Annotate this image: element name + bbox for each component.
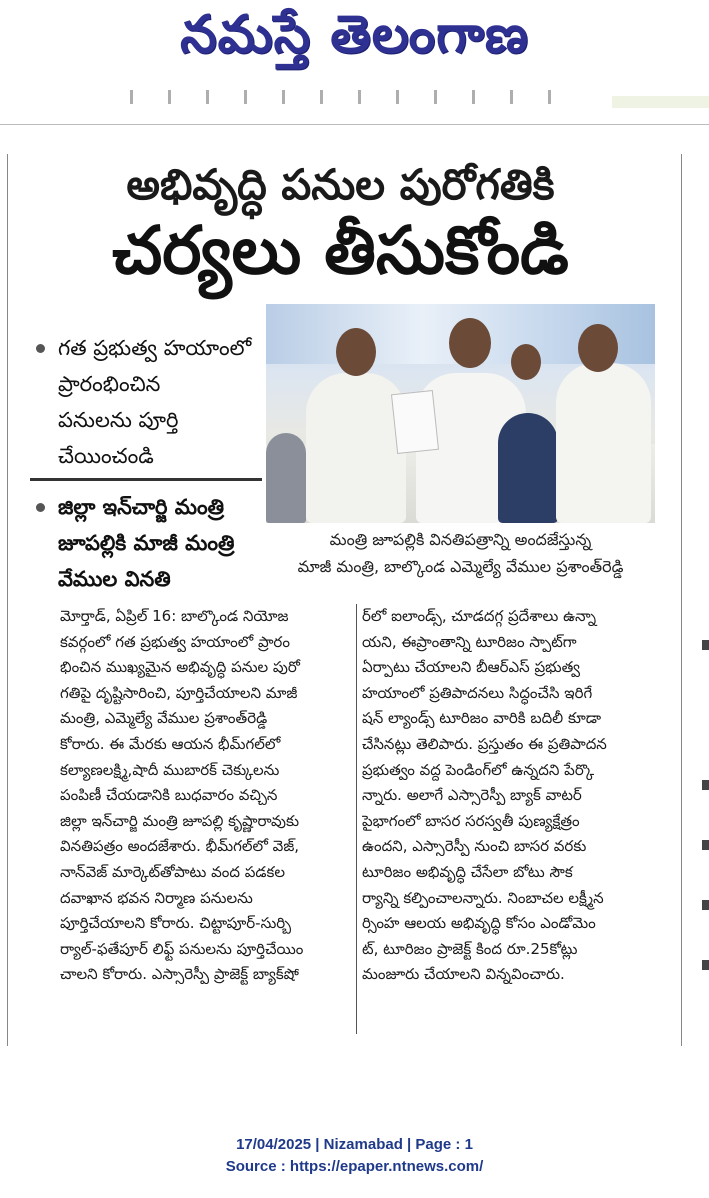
body-line: గతిపై దృష్టిసారించి, పూర్తిచేయాలని మాజీ <box>60 683 298 702</box>
body-line: భించిన ముఖ్యమైన అభివృద్ధి పనుల పురో <box>60 658 300 677</box>
epaper-footer <box>0 1134 709 1178</box>
adjacent-column-fragment <box>702 840 709 850</box>
photo-person <box>266 433 306 523</box>
body-line: ఏర్పాటు చేయాలని బీఆర్‌ఎస్‌ ప్రభుత్వ <box>362 658 581 677</box>
highlights-list <box>30 330 262 597</box>
highlight-line: జిల్లా ఇన్‌చార్జి మంత్రి <box>58 495 225 519</box>
article-kicker: అభివృద్ధి పనుల పురోగతికి <box>126 160 555 209</box>
body-line: హయాంలో ప్రతిపాదనలు సిద్ధంచేసి ఇరిగే <box>362 683 593 702</box>
body-line: యని, ఈప్రాంతాన్ని టూరిజం స్పాట్‌గా <box>362 632 577 651</box>
photo-person <box>556 363 651 523</box>
adjacent-column-fragment <box>702 780 709 790</box>
masthead-strip <box>130 90 560 104</box>
body-line: ర్సింహ ఆలయ అభివృద్ధి కోసం ఎండోమెం <box>362 914 596 933</box>
body-line: చాలని కోరారు. ఎస్సారెస్పీ ప్రాజెక్ట్‌ బ్యాక్‌షో <box>60 965 299 984</box>
masthead-accent-band <box>612 96 709 108</box>
photo-person-head <box>336 328 376 376</box>
body-line: మోర్తాడ్‌, ఏప్రిల్‌ 16: బాల్కొండ నియోజ <box>60 607 289 625</box>
body-line: కవర్గంలో గత ప్రభుత్వ హయాంలో ప్రారం <box>60 632 290 651</box>
body-line: ర్‌లో ఐలాండ్స్‌, చూడదగ్గ ప్రదేశాలు ఉన్నా <box>362 607 597 625</box>
clipping-border-right <box>681 154 682 1046</box>
article-headline: చర్యలు తీసుకోండి <box>112 212 569 289</box>
highlight-line: గత ప్రభుత్వ హయాంలో <box>58 336 252 360</box>
adjacent-column-fragment <box>702 900 709 910</box>
highlight-line: పనులను పూర్తి <box>58 408 179 432</box>
photo-person <box>498 413 558 523</box>
article-body-left-column <box>60 604 352 988</box>
masthead <box>0 0 709 80</box>
highlight-line: వేముల వినతి <box>58 567 171 591</box>
highlight-item <box>30 489 262 597</box>
news-photo <box>266 304 655 523</box>
highlight-line: ప్రారంభించిన <box>58 372 161 396</box>
photo-caption <box>266 526 655 584</box>
source-link[interactable]: Source : https://epaper.ntnews.com/ <box>225 1158 484 1175</box>
body-line: కల్యాణలక్ష్మి,షాదీ ముబారక్‌ చెక్కులను <box>60 760 280 779</box>
edition-info: 17/04/2025 | Nizamabad | Page : 1 <box>236 1136 473 1153</box>
body-line: వినతిపత్రం అందజేశారు. భీమ్‌గల్‌లో వెజ్‌, <box>60 837 300 856</box>
body-line: ట్‌, టూరిజం ప్రాజెక్ట్‌ కింద రూ.25కోట్లు <box>362 939 578 958</box>
highlight-line: చేయించండి <box>58 444 154 468</box>
body-line: దవాఖాన భవన నిర్మాణ పనులను <box>60 888 253 907</box>
adjacent-column-fragment <box>702 960 709 970</box>
petition-document <box>391 390 439 454</box>
body-line: ర్యాల్‌-ఫతేపూర్‌ లిఫ్ట్‌ పనులను పూర్తిచేయిం <box>60 939 304 958</box>
column-divider <box>356 604 357 1034</box>
body-line: పూర్తిచేయాలని కోరారు. చిట్టాపూర్‌-సుర్బి <box>60 914 292 933</box>
body-line: న్నారు. అలాగే ఎస్సారెస్పీ బ్యాక్‌ వాటర్‌ <box>362 786 582 805</box>
body-line: మంజూరు చేయాలని విన్నవించారు. <box>362 965 565 984</box>
body-line: నాన్‌వెజ్‌ మార్కెట్‌తోపాటు వంద పడకల <box>60 862 285 881</box>
body-line: షన్‌ ల్యాండ్స్‌ టూరిజం వారికి బదిలీ కూడా <box>362 709 602 728</box>
caption-line: మంత్రి జూపల్లికి వినతిపత్రాన్ని అందజేస్తున్న <box>329 530 592 549</box>
body-line: మంత్రి, ఎమ్మెల్యే వేముల ప్రశాంత్‌రెడ్డి <box>60 709 268 728</box>
photo-person-head <box>511 344 541 380</box>
body-line: పైభాగంలో బాసర సరస్వతీ పుణ్యక్షేత్రం <box>362 811 580 830</box>
photo-person-head <box>449 318 491 368</box>
newspaper-logo: నమస్తే తెలంగాణ <box>180 4 529 65</box>
masthead-divider <box>0 124 709 125</box>
adjacent-column-fragment <box>702 640 709 650</box>
body-line: చేసినట్లు తెలిపారు. ప్రస్తుతం ఈ ప్రతిపాదన <box>362 734 607 753</box>
caption-line: మాజీ మంత్రి, బాల్కొండ ఎమ్మెల్యే వేముల ప్రశాంత్‌రెడ్డి <box>297 557 624 576</box>
body-line: పంపిణీ చేయడానికి బుధవారం వచ్చిన <box>60 786 278 805</box>
body-line: జిల్లా ఇన్‌చార్జి మంత్రి జూపల్లి కృష్ణారావుకు <box>60 811 300 830</box>
highlights-divider <box>30 478 262 481</box>
body-line: కోరారు. ఈ మేరకు ఆయన భీమ్‌గల్‌లో <box>60 734 281 753</box>
body-line: ప్రభుత్వం వద్ద పెండింగ్‌లో ఉన్నదని పేర్కొ <box>362 760 595 779</box>
body-line: ఉందని, ఎస్సారెస్పీ నుంచి బాసర వరకు <box>362 837 587 856</box>
highlight-item <box>30 330 262 474</box>
article-body-right-column <box>362 604 654 988</box>
body-line: టూరిజం అభివృద్ధి చేసేలా బోటు సౌక <box>362 862 573 881</box>
photo-person-head <box>578 324 618 372</box>
highlight-line: జూపల్లికి మాజీ మంత్రి <box>58 531 235 555</box>
body-line: ర్యాన్ని కల్పించాలన్నారు. నింబాచల లక్ష్మీన <box>362 888 604 907</box>
